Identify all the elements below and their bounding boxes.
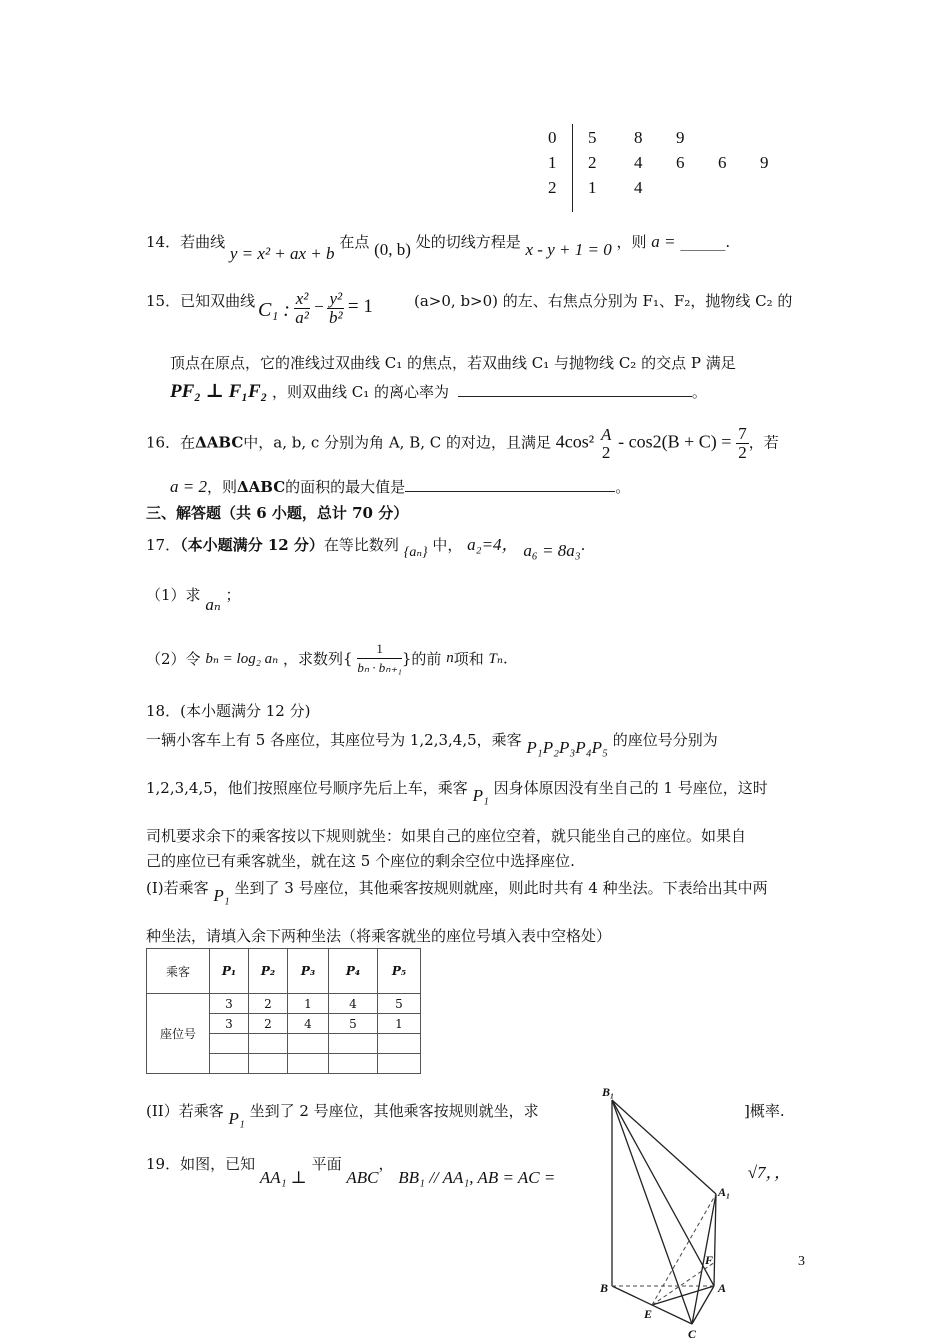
q15-minus: − — [314, 296, 324, 316]
q14-tangent: x - y + 1 = 0 — [525, 240, 612, 259]
frac-num: 1 — [357, 640, 402, 659]
leaf: 9 — [760, 153, 769, 172]
q14-curve: y = x² + ax + b — [229, 244, 335, 263]
edge-a1a — [714, 1194, 716, 1286]
q17-dot: . — [502, 649, 508, 668]
frac-num: x² — [295, 289, 309, 308]
q16-number: 16．在 — [146, 433, 196, 452]
table-cell: 3 — [210, 1014, 249, 1034]
q18-text: 因身体原因没有坐自己的 1 号座位，这时 — [493, 779, 768, 797]
q16-text: 的面积的最大值是 — [285, 478, 406, 496]
q18-text: 一辆小客车上有 5 各座位，其座位号为 1,2,3,4,5，乘客 — [146, 731, 522, 749]
table-cell: 4 — [329, 994, 378, 1014]
q16-cos: 4cos² — [555, 431, 595, 452]
q16-line2 — [170, 476, 630, 497]
q15-perp: PF₂ ⊥ F₁F₂ — [170, 381, 268, 402]
q19-bb1: BB₁ // AA₁, AB = AC = — [398, 1168, 556, 1187]
q17-p1-var: aₙ — [205, 595, 221, 614]
q18-text: 1,2,3,4,5，他们按照座位号顺序先后上车，乘客 — [146, 779, 468, 797]
q17-bn: bₙ = log₂ aₙ — [205, 651, 279, 667]
q16-text: ，则 — [206, 478, 237, 496]
q15-eq: = 1 — [347, 295, 373, 317]
page-number: 3 — [798, 1254, 805, 1269]
q18-part2 — [146, 1100, 539, 1128]
q14-ask: a = — [651, 232, 676, 251]
table-header: P₄ — [329, 949, 378, 994]
table-cell: 4 — [288, 1014, 329, 1034]
q17-p1-label: （1）求 — [146, 586, 201, 604]
q17-dot: . — [580, 536, 586, 554]
leaf: 9 — [676, 128, 685, 147]
q17-score: （本小题满分 12 分） — [180, 536, 324, 554]
q18-passengers: P₁P₂P₃P₄P₅ — [526, 738, 608, 757]
q16-triangle: ΔABC — [237, 478, 286, 496]
q15-frac-x — [294, 290, 311, 327]
q17-number: 17． — [146, 536, 181, 554]
frac-num: 7 — [738, 424, 747, 443]
leaf: 4 — [634, 153, 643, 172]
table-cell-empty[interactable] — [288, 1034, 329, 1054]
q18-line3: 司机要求余下的乘客按以下规则就坐：如果自己的座位空着，就只能坐自己的座位。如果自 — [146, 827, 747, 845]
q16-text: 中，a, b, c 分别为角 A, B, C 的对边，且满足 — [243, 433, 551, 452]
stem-2: 2 — [548, 178, 557, 197]
leaf: 5 — [588, 128, 597, 147]
table-cell-empty[interactable] — [249, 1054, 288, 1074]
table-header: P₅ — [378, 949, 421, 994]
q17-p1-end: ； — [225, 586, 241, 604]
q18-part1 — [146, 877, 768, 905]
q16-triangle: ΔABC — [195, 433, 244, 452]
table-corner: 乘客 — [147, 949, 210, 994]
table-header: P₂ — [249, 949, 288, 994]
q19-number: 19．如图，已知 — [146, 1155, 256, 1173]
q17-text: ，求数列 — [283, 650, 344, 668]
q19-text: 平面 — [311, 1155, 342, 1173]
table-cell: 1 — [378, 1014, 421, 1034]
question-19 — [146, 1153, 556, 1187]
q17-seq: {aₙ} — [403, 545, 428, 560]
q17-text: 在等比数列 — [323, 536, 399, 554]
q19-text: ， — [378, 1155, 394, 1173]
q14-number: 14．若曲线 — [146, 233, 226, 251]
q17-text: 项和 — [453, 650, 484, 668]
q17-part2 — [146, 640, 508, 677]
frac-den: bₙ · bₙ₊₁ — [357, 660, 402, 675]
q15-end: 。 — [691, 383, 707, 401]
table-cell-empty[interactable] — [378, 1034, 421, 1054]
q19-abc: ABC — [346, 1168, 379, 1187]
q18-line4: 己的座位已有乘客就坐，就在这 5 个座位的剩余空位中选择座位. — [146, 852, 575, 870]
label-a1: A₁ — [718, 1185, 731, 1199]
table-cell: 3 — [210, 994, 249, 1014]
q15-frac-y — [327, 290, 344, 327]
table-cell-empty[interactable] — [329, 1034, 378, 1054]
table-cell-empty[interactable] — [288, 1054, 329, 1074]
q16-cos-bc: - cos2(B + C) = — [618, 431, 732, 452]
q18-line1 — [146, 729, 718, 757]
q16-frac-a — [599, 426, 613, 462]
stem-leaf-plot — [548, 124, 788, 214]
table-cell: 2 — [249, 1014, 288, 1034]
q18-p1: P₁ — [213, 886, 230, 905]
q15-number: 15．已知双曲线 — [146, 292, 256, 310]
frac-num: A — [600, 424, 612, 444]
q17-text: 中， — [432, 536, 463, 554]
q16-a-eq: a = 2 — [170, 477, 207, 496]
leaf: 2 — [588, 153, 597, 172]
question-15 — [146, 290, 255, 311]
label-f: F — [705, 1253, 714, 1267]
table-cell-empty[interactable] — [210, 1034, 249, 1054]
frac-den: 2 — [601, 442, 611, 462]
q15-hyperbola — [258, 290, 373, 327]
q14-blank: ______ — [680, 233, 726, 251]
geometry-figure — [592, 1078, 742, 1344]
frac-den: 2 — [738, 443, 747, 462]
q17-p2-label: （2）令 — [146, 650, 201, 668]
edge-b1c — [612, 1100, 692, 1324]
q17-frac — [357, 640, 402, 677]
table-header: P₃ — [288, 949, 329, 994]
q18-text: 坐到了 2 号座位，其他乘客按规则就坐，求 — [249, 1102, 539, 1120]
q15-text: 顶点在原点，它的准线过双曲线 C₁ 的焦点，若双曲线 C₁ 与抛物线 C₂ 的交点 P 满足 — [170, 354, 736, 372]
q16-text: ，若 — [748, 433, 779, 452]
table-cell: 2 — [249, 994, 288, 1014]
question-14 — [146, 231, 731, 263]
q14-text: 处的切线方程是 — [415, 233, 521, 251]
leaf: 1 — [588, 178, 597, 197]
q18-text: 坐到了 3 号座位，其他乘客按规则就座，则此时共有 4 种坐法。下表给出其中两 — [234, 879, 768, 897]
q18-part2-tail: ]概率. — [744, 1102, 785, 1120]
frac-den: a² — [295, 308, 309, 327]
q17-text: 的前 — [411, 650, 442, 668]
q17-T: Tₙ — [488, 651, 503, 667]
q15-answer-blank[interactable] — [458, 382, 692, 397]
q18-text: (II）若乘客 — [146, 1102, 224, 1120]
label-a: A — [718, 1281, 727, 1295]
q17-brace: { — [343, 649, 353, 668]
q15-line2 — [170, 352, 736, 373]
q18-p1: P₁ — [228, 1109, 245, 1128]
seat-table — [146, 948, 421, 1074]
q18-text: 的座位号分别为 — [612, 731, 718, 749]
frac-den: b² — [328, 308, 343, 327]
question-17 — [146, 530, 586, 560]
leaf: 4 — [634, 178, 643, 197]
q19-tail: = √7，， — [732, 1163, 792, 1182]
label-b: B — [600, 1281, 609, 1295]
q17-part1 — [146, 584, 241, 614]
q17-brace: } — [401, 649, 412, 668]
q18-text: (I)若乘客 — [146, 879, 209, 897]
q17-a6: a₆ = 8a₃ — [523, 541, 581, 560]
leaf: 6 — [718, 153, 727, 172]
q15-condition — [414, 290, 792, 311]
frac-num: y² — [329, 289, 343, 308]
q14-dot: . — [725, 233, 731, 251]
table-cell-empty[interactable] — [249, 1034, 288, 1054]
label-b1: B₁ — [602, 1085, 615, 1099]
table-row-label: 座位号 — [147, 994, 210, 1074]
table-cell-empty[interactable] — [378, 1054, 421, 1074]
stem-0: 0 — [548, 128, 557, 147]
label-e: E — [644, 1307, 653, 1321]
stem-leaf-divider — [572, 124, 573, 212]
q17-a2: a₂=4， — [467, 535, 519, 554]
q15-text: ，则双曲线 C₁ 的离心率为 — [272, 383, 450, 401]
edge-b1a1 — [612, 1100, 716, 1194]
q16-answer-blank[interactable] — [405, 477, 615, 492]
q15-text: (a>0, b>0) 的左、右焦点分别为 F₁、F₂，抛物线 C₂ 的 — [414, 292, 793, 310]
table-header: P₁ — [210, 949, 249, 994]
edge-b1a — [612, 1100, 714, 1286]
q18-p1: P₁ — [472, 786, 489, 805]
label-c: C — [688, 1327, 697, 1341]
q17-n: n — [446, 650, 454, 666]
q19-aa1: AA₁ ⊥ — [259, 1168, 307, 1187]
q14-point: (0, b) — [374, 240, 411, 259]
q16-frac-7 — [736, 425, 749, 462]
q18-part1-line2: 种坐法，请填入余下两种坐法（将乘客就坐的座位号填入表中空格处） — [146, 927, 612, 945]
table-cell: 5 — [329, 1014, 378, 1034]
stem-1: 1 — [548, 153, 557, 172]
q16-end: 。 — [615, 478, 631, 496]
leaf: 8 — [634, 128, 643, 147]
table-cell: 1 — [288, 994, 329, 1014]
q18-line2 — [146, 777, 768, 805]
question-16 — [146, 425, 779, 462]
q15-line3 — [170, 380, 707, 403]
section-3-heading: 三、解答题（共 6 小题，总计 70 分） — [146, 504, 409, 522]
table-row — [147, 994, 421, 1014]
question-18-heading: 18．(本小题满分 12 分) — [146, 702, 311, 720]
table-cell: 5 — [378, 994, 421, 1014]
table-cell-empty[interactable] — [329, 1054, 378, 1074]
leaf: 6 — [676, 153, 685, 172]
table-cell-empty[interactable] — [210, 1054, 249, 1074]
q15-curve-lhs: C₁ : — [258, 298, 290, 321]
q14-text: ，则 — [616, 233, 647, 251]
q14-text: 在点 — [339, 233, 370, 251]
